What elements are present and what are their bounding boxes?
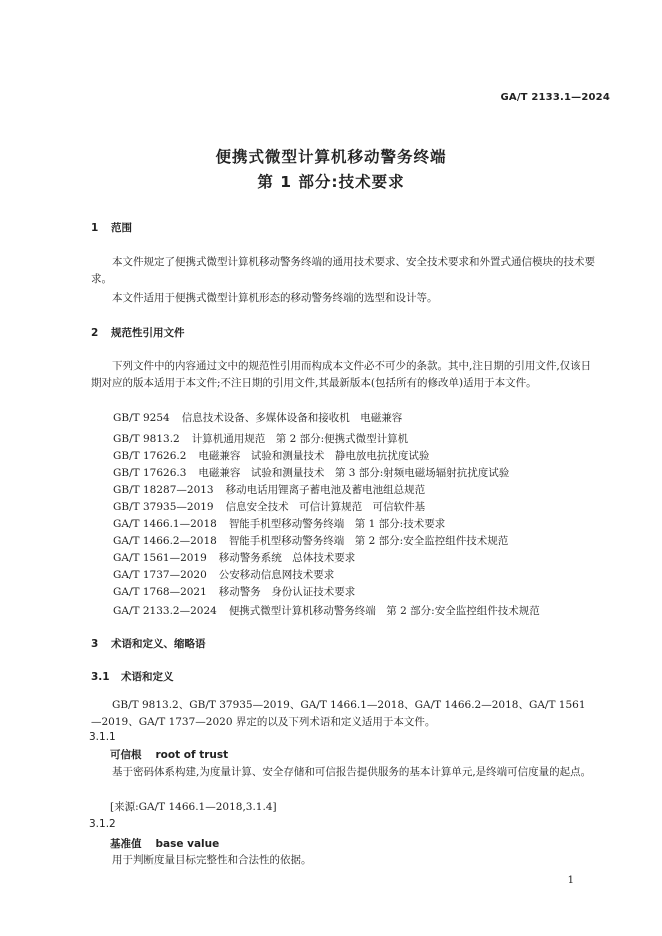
page-number: 1	[567, 875, 574, 886]
reference-title: 计算机通用规范 第 2 部分:便携式微型计算机	[191, 433, 409, 445]
reference-item	[113, 550, 355, 565]
subsection-3-1-intro: GB/T 9813.2、GB/T 37935—2019、GA/T 1466.1—2018、GA/T 1466.2—2018、GA/T 1561—2019、GA/T 1737—2020 界定的以及下列术语和定义适用于本文件。	[91, 699, 586, 728]
section-1-paragraph-2: 本文件适用于便携式微型计算机形态的移动警务终端的选型和设计等。	[112, 292, 438, 304]
document-title-line1: 便携式微型计算机移动警务终端	[215, 148, 447, 166]
reference-title: 智能手机型移动警务终端 第 2 部分:安全监控组件技术规范	[228, 535, 509, 547]
section-number: 3	[91, 638, 99, 650]
reference-code: GA/T 1737—2020	[113, 569, 207, 581]
reference-title: 移动电话用锂离子蓄电池及蓄电池组总规范	[225, 484, 426, 496]
reference-item	[113, 448, 429, 463]
reference-item	[113, 431, 408, 446]
section-2-intro: 下列文件中的内容通过文中的规范性引用而构成本文件必不可少的条款。其中,注日期的引用文件,仅该日期对应的版本适用于本文件;不注日期的引用文件,其最新版本(包括所有的修改单)适用于本文件。	[91, 360, 592, 389]
reference-title: 信息技术设备、多媒体设备和接收机 电磁兼容	[181, 412, 403, 424]
subsection-3-1-heading	[91, 669, 174, 684]
term-clause-number: 3.1.2	[89, 818, 116, 830]
reference-title: 移动警务 身份认证技术要求	[218, 586, 356, 598]
reference-item	[113, 584, 355, 599]
reference-code: GA/T 1768—2021	[113, 586, 207, 598]
reference-code: GB/T 17626.3	[113, 467, 187, 479]
subsection-number: 3.1	[91, 671, 110, 683]
reference-item	[113, 482, 425, 497]
term-source: [来源:GA/T 1466.1—2018,3.1.4]	[110, 801, 277, 813]
term-definition: 用于判断度量目标完整性和合法性的依据。	[112, 854, 312, 866]
term-name-en: root of trust	[155, 749, 229, 761]
term-heading	[110, 747, 228, 762]
reference-code: GB/T 18287—2013	[113, 484, 214, 496]
reference-code: GB/T 9254	[113, 412, 170, 424]
reference-code: GA/T 2133.2—2024	[113, 605, 217, 617]
reference-item	[113, 533, 508, 548]
section-title: 范围	[111, 222, 132, 234]
reference-code: GA/T 1466.1—2018	[113, 518, 217, 530]
reference-title: 便携式微型计算机移动警务终端 第 2 部分:安全监控组件技术规范	[228, 605, 540, 617]
reference-item	[113, 499, 425, 514]
reference-title: 智能手机型移动警务终端 第 1 部分:技术要求	[228, 518, 446, 530]
reference-title: 移动警务系统 总体技术要求	[218, 552, 356, 564]
standard-code: GA/T 2133.1—2024	[500, 92, 610, 103]
section-1-heading	[91, 220, 132, 235]
section-3-heading	[91, 636, 206, 651]
reference-item	[113, 465, 509, 480]
term-definition: 基于密码体系构建,为度量计算、安全存储和可信报告提供服务的基本计算单元,是终端可信度量的起点。	[112, 766, 592, 778]
section-number: 2	[91, 327, 99, 339]
reference-item	[113, 603, 540, 618]
reference-item	[113, 410, 402, 425]
reference-title: 电磁兼容 试验和测量技术 静电放电抗扰度试验	[198, 450, 430, 462]
section-2-heading	[91, 325, 185, 340]
reference-title: 公安移动信息网技术要求	[218, 569, 335, 581]
document-title-line2: 第 1 部分:技术要求	[257, 173, 405, 191]
reference-title: 信息安全技术 可信计算规范 可信软件基	[225, 501, 426, 513]
section-title: 术语和定义、缩略语	[111, 638, 206, 650]
term-heading	[110, 836, 219, 851]
reference-code: GA/T 1561—2019	[113, 552, 207, 564]
term-name-cn: 基准值	[110, 838, 142, 850]
term-name-en: base value	[155, 838, 220, 850]
reference-title: 电磁兼容 试验和测量技术 第 3 部分:射频电磁场辐射抗扰度试验	[198, 467, 510, 479]
reference-code: GA/T 1466.2—2018	[113, 535, 217, 547]
reference-code: GB/T 37935—2019	[113, 501, 214, 513]
section-title: 规范性引用文件	[111, 327, 185, 339]
subsection-title: 术语和定义	[121, 671, 174, 683]
reference-code: GB/T 9813.2	[113, 433, 180, 445]
reference-item	[113, 567, 334, 582]
section-number: 1	[91, 222, 99, 234]
reference-item	[113, 516, 445, 531]
term-clause-number: 3.1.1	[89, 731, 116, 743]
reference-code: GB/T 17626.2	[113, 450, 187, 462]
section-1-paragraph-1: 本文件规定了便携式微型计算机移动警务终端的通用技术要求、安全技术要求和外置式通信模块的技术要求。	[91, 256, 595, 285]
term-name-cn: 可信根	[110, 749, 142, 761]
